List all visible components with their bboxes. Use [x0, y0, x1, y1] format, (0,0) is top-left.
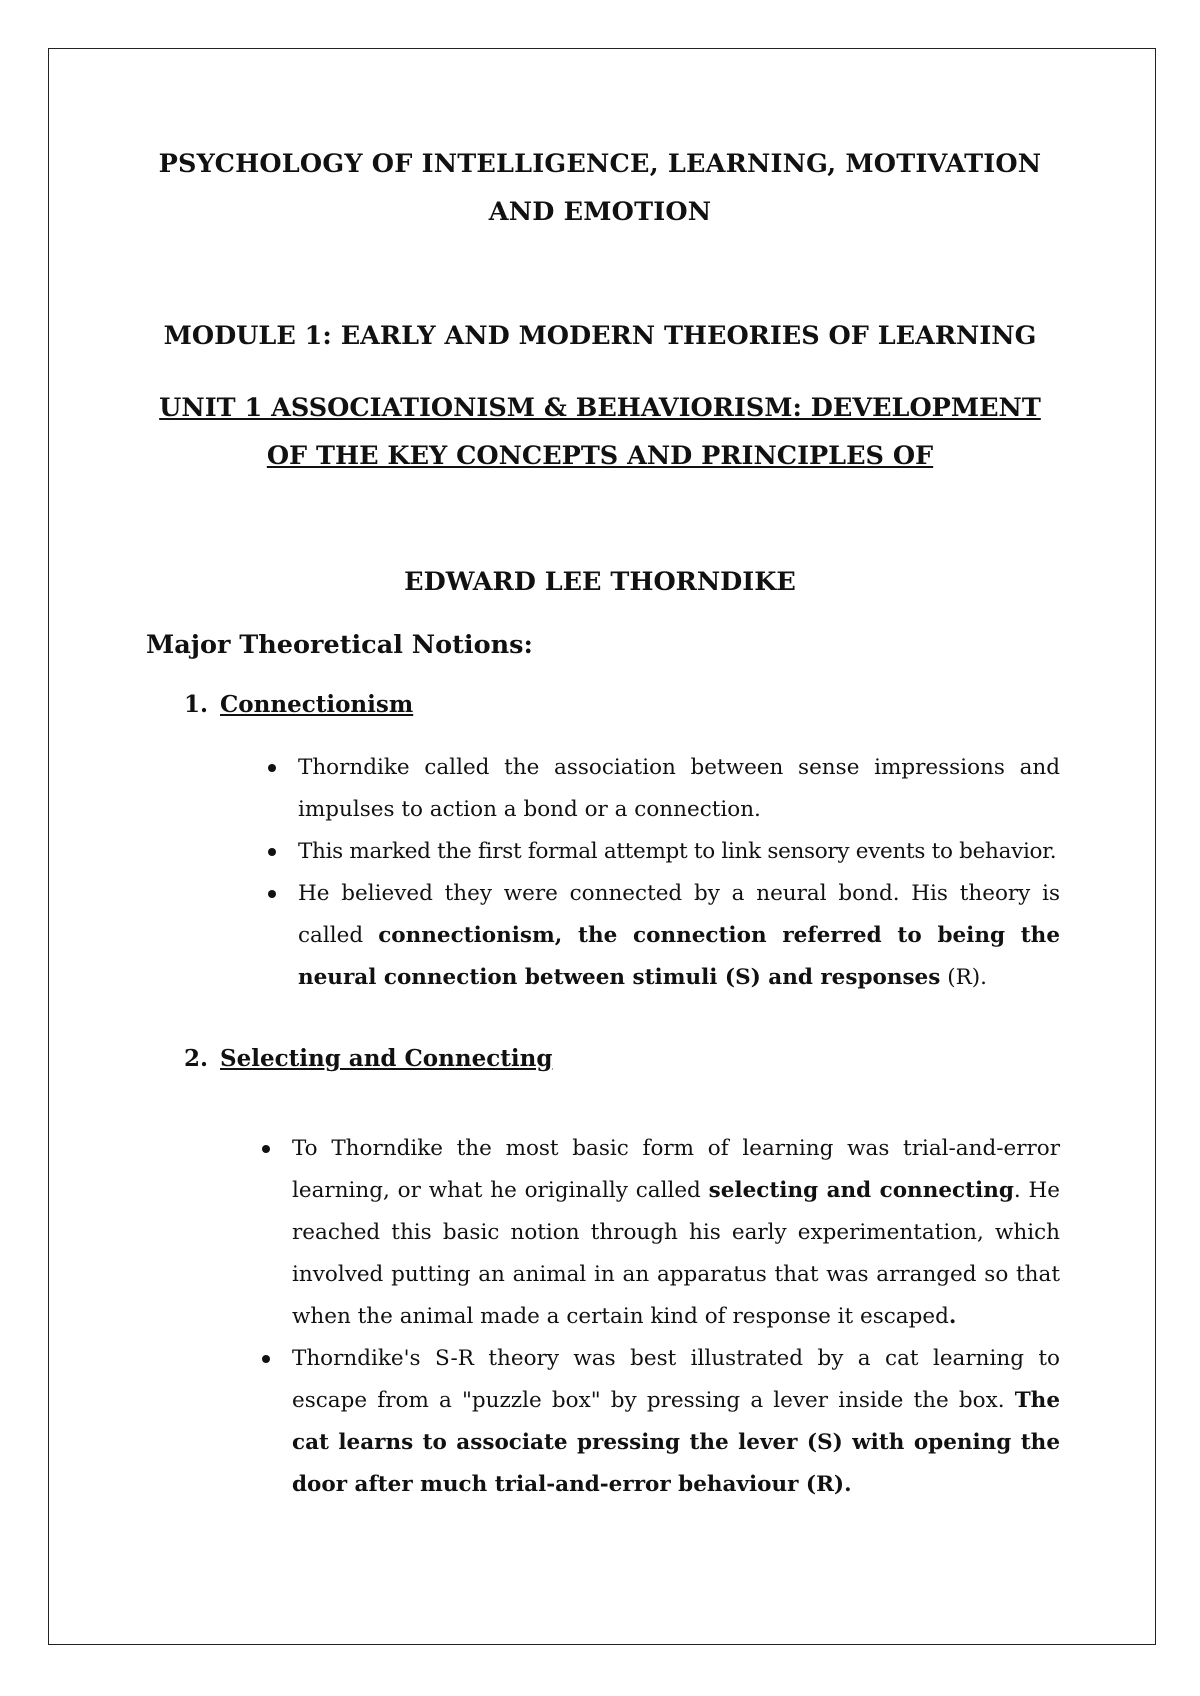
- list-item: Thorndike called the association between sense impressions and impulses to action a bond or a connection.: [298, 747, 1060, 831]
- person-heading: EDWARD LEE THORNDIKE: [404, 567, 796, 597]
- unit-heading: [100, 384, 1100, 480]
- section-number: 2.: [184, 1045, 209, 1072]
- connectionism-bullet-list: [298, 747, 1060, 999]
- section-title: Connectionism: [220, 691, 414, 718]
- major-notions-heading: Major Theoretical Notions:: [146, 630, 533, 660]
- list-item: To Thorndike the most basic form of learning was trial-and-error learning, or what he originally called selecting and connecting. He reached this basic notion through his early experimentation, which involved putting an animal in an apparatus that was arranged so that when the animal made a certain kind of response it escaped.: [292, 1128, 1060, 1338]
- document-title: [100, 140, 1100, 236]
- section-heading-connectionism: [184, 687, 413, 723]
- list-item: He believed they were connected by a neural bond. His theory is called connectionism, the connection referred to being the neural connection between stimuli (S) and responses (R).: [298, 873, 1060, 999]
- section-heading-selecting: [184, 1041, 552, 1077]
- title-line-2: AND EMOTION: [488, 197, 712, 227]
- unit-line-1: UNIT 1 ASSOCIATIONISM & BEHAVIORISM: DEVELOPMENT: [159, 393, 1041, 423]
- section-title: Selecting and Connecting: [220, 1045, 553, 1072]
- list-item: Thorndike's S-R theory was best illustrated by a cat learning to escape from a "puzzle box" by pressing a lever inside the box. The cat learns to associate pressing the lever (S) with opening the door after much trial-and-error behaviour (R).: [292, 1338, 1060, 1506]
- module-heading: MODULE 1: EARLY AND MODERN THEORIES OF LEARNING: [163, 321, 1037, 351]
- section-number: 1.: [184, 691, 209, 718]
- unit-line-2: OF THE KEY CONCEPTS AND PRINCIPLES OF: [266, 441, 934, 471]
- selecting-bullet-list: [292, 1128, 1060, 1506]
- list-item: This marked the first formal attempt to link sensory events to behavior.: [298, 831, 1060, 873]
- title-line-1: PSYCHOLOGY OF INTELLIGENCE, LEARNING, MOTIVATION: [158, 149, 1042, 179]
